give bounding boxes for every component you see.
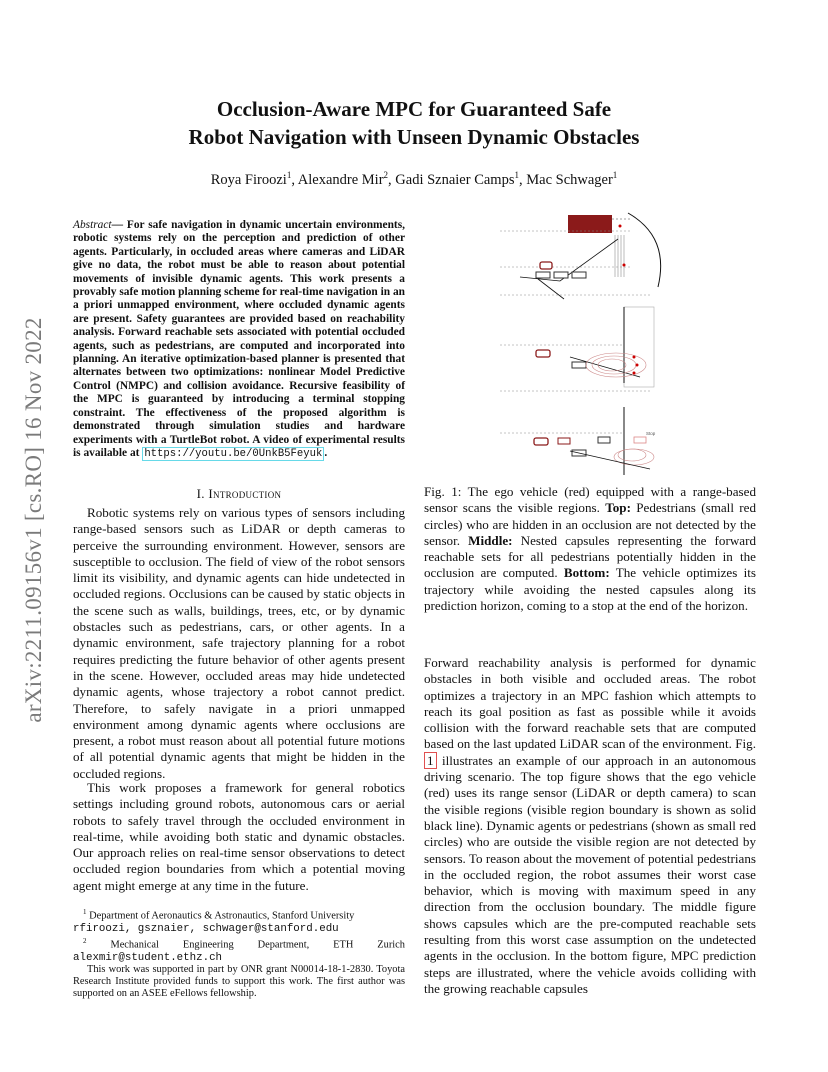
caption-middle: Nested capsules representing the forward reachable sets for all pedestrians potentially hidden in the occlusion are computed. [424, 532, 756, 581]
caption-bottom-label: Bottom: [563, 565, 610, 581]
ego-vehicle [534, 438, 548, 445]
author-list: Roya Firoozi$^1$, Alexandre Mir$^2$, Gadi Sznaier Camps$^1$, Mac Schwager$^1$ [210, 170, 618, 188]
arxiv-stamp-text: arXiv:2211.09156v1 [cs.RO] 16 Nov 2022 [21, 317, 46, 723]
footnote-funding: This work was supported in part by ONR grant N00014-18-1-2830. Toyota Research Institute provided funds to support this work. The first author was supported on an ASEE eFellows fellowship. [73, 963, 405, 1000]
footnote-2-email: alexmir@student.ethz.ch [73, 951, 223, 964]
author-name: Gadi Sznaier Camps [395, 171, 515, 188]
caption-top: Pedestrians (small red circles) who are hidden in an occlusion are not detected by the sensor. [424, 500, 757, 548]
caption-middle-label: Middle: [468, 532, 513, 548]
arxiv-stamp [17, 280, 51, 760]
stop-label: Stop [646, 431, 656, 436]
section-heading-introduction: I. Introduction [196, 486, 282, 501]
figure-1-reference-link[interactable]: 1 [424, 752, 437, 769]
paragraph-text: illustrates an example of our approach in an autonomous driving scenario. The top figure shows that the ego vehicle (red) uses its range sensor (LiDAR or depth camera) to scan the visible regions (visible region boundary is shown as solid black line). Dynamic agents or pedestrians (shown as small red circles) who are outside the visible region are not detected by sensors. To reason about the movement of potential pedestrians in the occluded region, the robot assumes their worst case behavior, which is moving with maximum speed in any direction from the occlusion boundary. The middle figure shows capsules which are the pre-computed reachable sets resulting from this worst case assumption on the undetected agents in the occlusion. In the bottom figure, MPC prediction steps are illustrated, where the vehicle avoids colliding with the growing reachable capsules [424, 752, 756, 996]
figure-1 [500, 207, 680, 483]
caption-intro: Fig. 1: The ego vehicle (red) equipped with a range-based sensor scans the visible regions. [424, 484, 756, 516]
caption-top-label: Top: [605, 500, 631, 516]
author-affiliation: 2 [383, 170, 389, 180]
footnote-2: Mechanical Engineering Department, ETH Zurich [110, 939, 405, 951]
figure-caption [424, 484, 756, 614]
author-name: Roya Firoozi [210, 171, 287, 188]
video-link[interactable]: https://youtu.be/0UnkB5Feyuk [144, 447, 323, 460]
paper-title-line-1: Occlusion-Aware MPC for Guaranteed Safe [216, 97, 612, 121]
footnote-1-emails: rfiroozi, gsznaier, schwager@stanford.edu [73, 922, 339, 935]
author-affiliation: 1 [612, 170, 618, 180]
figure-panel-middle [500, 307, 654, 391]
figure-panel-top [500, 213, 661, 299]
pedestrian [619, 225, 622, 228]
author-name: Alexandre Mir [297, 171, 384, 188]
abstract-text: — For safe navigation in dynamic uncertain environments, robotic systems rely on the perception and prediction of other agents. Particularly, in occluded areas where cameras and LiDAR give no data, the robot must be able to reason about potential movements of invisible dynamic agents. This work presents a provably safe motion planning scheme for real-time navigation in an a priori unmapped environment, where occluded dynamic agents are present. Safety guarantees are provided based on reachability analysis. Forward reachable sets associated with potential occluded agents, such as pedestrians, are computed and incorporated into planning. An iterative optimization-based planner is presented that alternates between two optimizations: nonlinear Model Predictive Control (NMPC) and collision avoidance. Recursive feasibility of the MPC is guaranteed by introducing a terminal stopping constraint. The effectiveness of the proposed algorithm is demonstrated through simulation studies and hardware experiments with a TurtleBot robot. A video of experimental results is available at [73, 219, 405, 459]
abstract-label: Abstract [73, 219, 112, 231]
author-affiliation: 1 [514, 170, 519, 180]
paragraph-text: Forward reachability analysis is performed for dynamic obstacles in both visible and occluded areas. The robot optimizes a trajectory in an MPC fashion which attempts to reach its goal position as fast as possible while it avoids collision with the forward reachable sets that are computed based on the last updated LiDAR scan of the environment. Fig. [424, 655, 756, 752]
occluding-building [568, 215, 612, 233]
ego-vehicle [536, 350, 550, 357]
caption-bottom: The vehicle optimizes its trajectory while avoiding the nested capsules along its prediction horizon, coming to a stop at the end of the horizon. [424, 565, 756, 614]
abstract: Abstract— For safe navigation in dynamic uncertain environments, robotic systems rely on the perception and prediction of other agents. Particularly, in occluded areas where cameras and LiDAR give no data, the robot must be able to reason about potential movements of invisible dynamic agents. This work presents a provably safe motion planning scheme for real-time navigation in an a priori unmapped environment, where occluded dynamic agents are present. Safety guarantees are provided based on reachability analysis. Forward reachable sets associated with potential occluded agents, such as pedestrians, are computed and incorporated into planning. An iterative optimization-based planner is presented that alternates between two optimizations: nonlinear Model Predictive Control (NMPC) and collision avoidance. Recursive feasibility of the MPC is guaranteed by introducing a terminal stopping constraint. The effectiveness of the proposed algorithm is demonstrated through simulation studies and hardware experiments with a TurtleBot robot. A video of experimental results is available at https://youtu.be/0UnkB5Feyuk . [73, 219, 405, 460]
intro-paragraph-1: Robotic systems rely on various types of sensors including range-based sensors such as LiDAR or depth cameras to perceive the surrounding environment. However, sensors are susceptible to occlusion. The field of view of the robot sensors limit its visibility, and dynamic agents can hide undetected in occluded regions. Occlusions can be caused by static objects in the scene such as walls, buildings, trees, etc, or by dynamic obstacles such as pedestrians, cars, or other agents. In a dynamic environment, safe trajectory planning for a robot requires predicting the future behavior of other agents present in the scene. However, occluded areas may hide undetected dynamic agents, whose trajectory a robot cannot predict. Therefore, to safely navigate in a priori unmapped environment among dynamic agents where occlusions are present, a robot must reason about all potential future motions of all potential dynamic agents that might be hidden in the occluded regions. [73, 505, 405, 781]
footnote-1: Department of Aeronautics & Astronautics, Stanford University [89, 910, 355, 922]
ego-vehicle [540, 262, 552, 269]
right-column-paragraph [424, 655, 756, 997]
author-name: Mac Schwager [526, 171, 613, 188]
figure-panel-bottom [500, 407, 656, 475]
author-affiliation: 1 [286, 170, 292, 180]
pedestrian [623, 264, 626, 267]
visibility-boundary [628, 213, 661, 287]
paper-title-line-2: Robot Navigation with Unseen Dynamic Obstacles [188, 125, 640, 149]
footnotes: $^1$ Department of Aeronautics & Astronautics, Stanford University rfiroozi, gsznaier, schwager@stanford.edu $^2$ Mechanical Engineering Department, ETH Zurich alexmir@student.ethz.ch This work was supported in part by ONR grant N00014-18-1-2830. Toyota Research Institute provided funds to support this work. The first author was supported on an ASEE eFellows fellowship. [73, 908, 405, 1000]
intro-paragraph-2: This work proposes a framework for general robotics settings including ground robots, autonomous cars or aerial robots to safely travel through the occluded environment in real-time, while avoiding both static and dynamic obstacles. Our approach relies on real-time sensor observations to detect occluded region boundaries from which a potential moving agent might emerge at any time in the future. [73, 780, 405, 893]
